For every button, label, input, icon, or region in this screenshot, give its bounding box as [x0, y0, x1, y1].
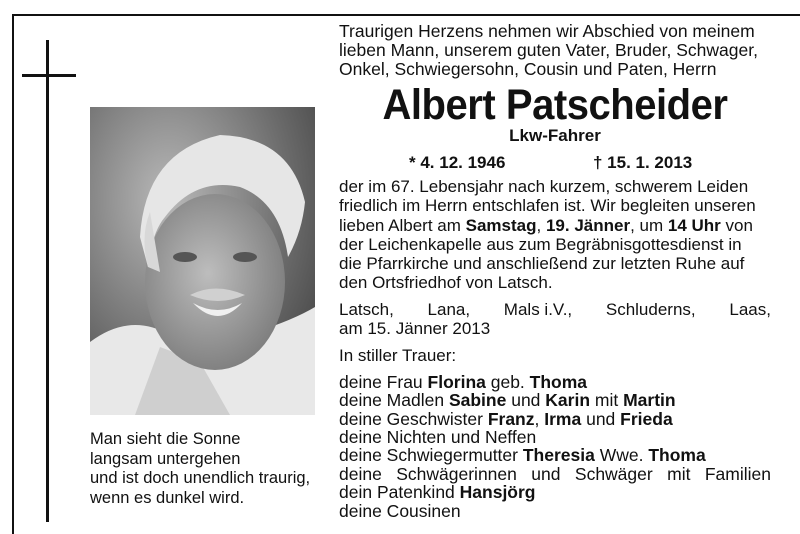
body-line: friedlich im Herrn entschlafen ist. Wir begleiten unseren — [339, 196, 756, 216]
quote — [90, 430, 330, 508]
quote-line: und ist doch unendlich traurig, — [90, 469, 311, 487]
body-line: die Pfarrkirche und anschließend zur letzten Ruhe auf — [339, 254, 745, 274]
quote-line: Man sieht die Sonne — [90, 430, 241, 448]
intro-line: lieben Mann, unserem guten Vater, Bruder, Schwager, — [339, 40, 758, 60]
mourner-line: deine Frau Florina geb. Thoma — [339, 371, 588, 392]
mourner-line: deine Schwiegermutter Theresia Wwe. Thoma — [339, 445, 706, 466]
mourner-line: deine Cousinen — [339, 500, 461, 521]
notice-text — [339, 22, 771, 520]
place-line: Latsch, Lana, Mals i.V., Schluderns, Laas, — [339, 299, 771, 319]
mourner-line: deine Schwägerinnen und Schwäger mit Familien — [339, 463, 771, 484]
intro-line: Onkel, Schwiegersohn, Cousin und Paten, Herrn — [339, 59, 717, 79]
cross-icon — [46, 40, 49, 522]
body-line: der im 67. Lebensjahr nach kurzem, schwerem Leiden — [339, 177, 749, 196]
date-line: am 15. Jänner 2013 — [339, 318, 491, 338]
body-line: lieben Albert am Samstag, 19. Jänner, um 14 Uhr von — [339, 215, 753, 235]
quote-line: wenn es dunkel wird. — [90, 488, 245, 507]
mourners-list — [339, 373, 771, 520]
cross-icon-bar — [22, 74, 76, 77]
intro-line: Traurigen Herzens nehmen wir Abschied von meinem — [339, 21, 755, 41]
mourner-line: deine Madlen Sabine und Karin mit Martin — [339, 390, 676, 411]
death-date: † 15. 1. 2013 — [593, 153, 693, 172]
occupation: Lkw-Fahrer — [509, 126, 601, 145]
deceased-name: Albert Patscheider — [382, 81, 728, 129]
mourner-line: dein Patenkind Hansjörg — [339, 482, 536, 503]
body-line: den Ortsfriedhof von Latsch. — [339, 273, 553, 293]
mourning-heading: In stiller Trauer: — [339, 345, 457, 365]
birth-date: * 4. 12. 1946 — [409, 153, 506, 172]
life-dates — [339, 147, 771, 173]
mourner-line: deine Nichten und Neffen — [339, 427, 537, 447]
portrait-photo — [90, 107, 315, 415]
place-date — [339, 300, 771, 338]
mourner-line: deine Geschwister Franz, Irma und Frieda — [339, 408, 673, 429]
intro-text — [339, 22, 771, 79]
quote-line: langsam untergehen — [90, 449, 241, 468]
announcement-body — [339, 177, 771, 293]
body-line: der Leichenkapelle aus zum Begräbnisgottesdienst in — [339, 234, 742, 254]
